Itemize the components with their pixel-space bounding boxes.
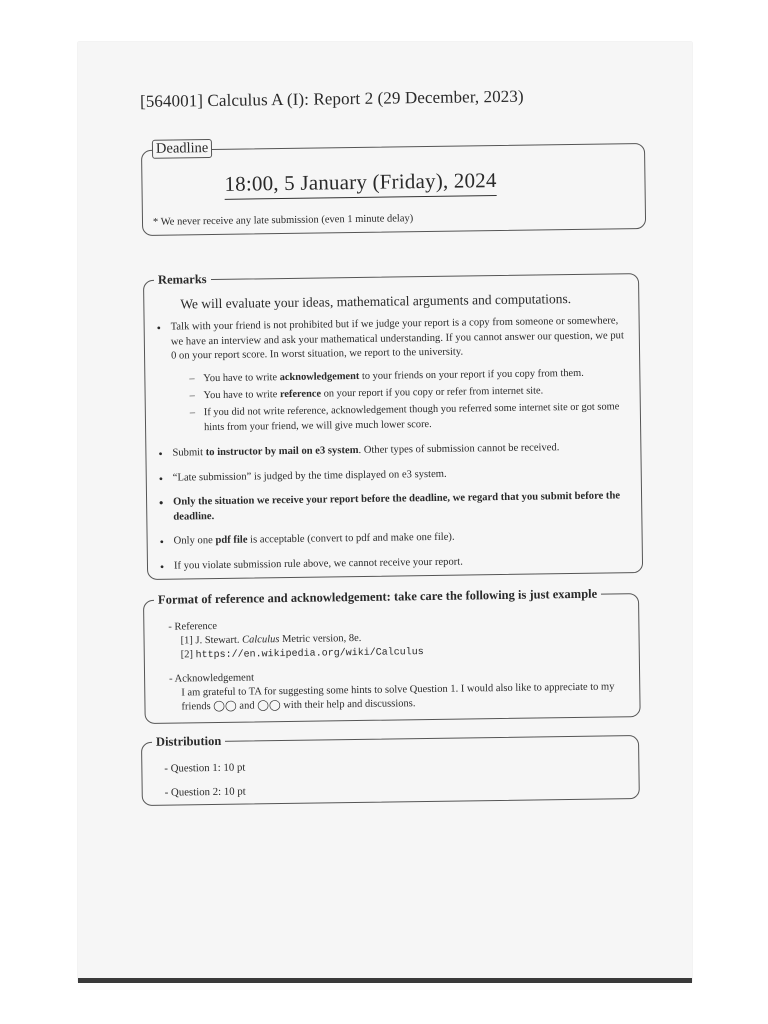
remark-copy-policy: • Talk with your friend is not prohibited but if we judge your report is a copy from someone or somewhere, we have an interview and ask your mathematical understanding. If you cannot answer our question, we put 0 on your report score. In worst situation, we report to the university.	[157, 314, 628, 364]
reference-item-2: [2] https://en.wikipedia.org/wiki/Calculus	[180, 647, 424, 662]
remarks-label: Remarks	[154, 271, 211, 288]
reference-example	[168, 614, 627, 663]
remark-late-judged: • “Late submission” is judged by the time displayed on e3 system.	[159, 465, 629, 486]
acknowledgement-example	[169, 666, 628, 714]
format-label: Format of reference and acknowledgement: take care the following is just example	[154, 586, 601, 608]
remark-violation: • If you violate submission rule above, we cannot receive your report.	[160, 553, 630, 574]
distribution-question-1: - Question 1: 10 pt	[164, 761, 246, 775]
remarks-list-bottom	[158, 440, 630, 574]
distribution-box	[141, 735, 640, 806]
acknowledgement-heading: - Acknowledgement	[169, 672, 255, 685]
remark-sub-reference: – You have to write reference on your report if you copy or refer from internet site.	[190, 383, 628, 403]
remark-sub-lower-score: – If you did not write reference, acknowledgement though you referred some internet site or got some hints from your friend, we will give much lower score.	[190, 401, 628, 436]
remarks-box	[143, 273, 643, 580]
remark-submit-e3: • Submit to instructor by mail on e3 system. Other types of submission cannot be received.	[158, 440, 628, 461]
remark-before-deadline: • Only the situation we receive your report before the deadline, we regard that you submit before the deadline.	[159, 489, 629, 525]
remark-sub-acknowledgement: – You have to write acknowledgement to your friends on your report if you copy from them.	[189, 366, 627, 386]
deadline-datetime: 18:00, 5 January (Friday), 2024	[224, 168, 497, 200]
deadline-box	[141, 140, 646, 236]
remarks-list-top	[157, 314, 628, 364]
remarks-lead: We will evaluate your ideas, mathematical arguments and computations.	[180, 291, 572, 312]
document-title: [564001] Calculus A (I): Report 2 (29 December, 2023)	[139, 86, 524, 111]
remarks-sublist	[189, 366, 628, 438]
format-box	[143, 586, 641, 724]
scan-edge	[78, 978, 692, 983]
reference-item-1: [1] J. Stewart. Calculus Metric version, 8e.	[180, 632, 362, 647]
acknowledgement-text: I am grateful to TA for suggesting some hints to solve Question 1. I would also like to appreciate to my friends ◯◯ and ◯◯ with their help and discussions.	[181, 681, 615, 713]
deadline-label: Deadline	[152, 139, 213, 159]
late-submission-note: * We never receive any late submission (even 1 minute delay)	[152, 213, 414, 228]
reference-heading: - Reference	[168, 620, 218, 633]
distribution-label: Distribution	[152, 733, 226, 750]
distribution-question-2: - Question 2: 10 pt	[164, 785, 246, 799]
reference-url: https://en.wikipedia.org/wiki/Calculus	[195, 647, 424, 662]
remark-pdf-only: • Only one pdf file is acceptable (convert to pdf and make one file).	[160, 529, 630, 550]
